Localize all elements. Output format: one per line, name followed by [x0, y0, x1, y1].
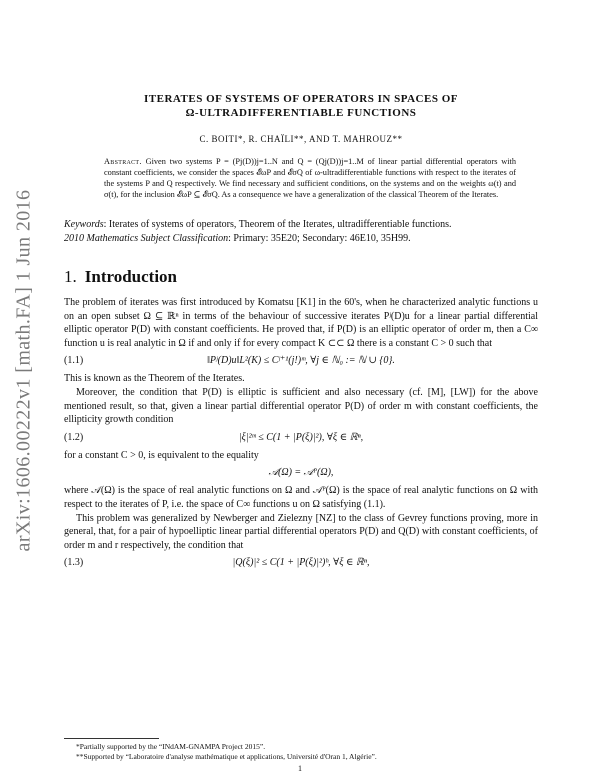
section-number: 1.: [64, 267, 77, 286]
keywords-text: : Iterates of systems of operators, Theorem of the Iterates, ultradifferentiable functions.: [103, 219, 452, 230]
equation-label: (1.3): [64, 557, 84, 569]
footnote-rule: [64, 738, 159, 739]
arxiv-identifier: arXiv:1606.00222v1 [math.FA] 1 Jun 2016: [12, 189, 35, 551]
paragraph-3: Moreover, the condition that P(D) is elliptic is sufficient and also necessary (cf. [M], [LW]) for the above mentioned result, so that, given a linear partial differential operator P(D) of order m with constant coefficients, the ellipticity growth condition: [64, 386, 538, 426]
equation-label: (1.1): [64, 355, 84, 367]
paper-title: [64, 92, 538, 120]
msc-label: 2010 Mathematics Subject Classification: [64, 232, 229, 244]
section-heading: [64, 267, 538, 287]
equation-analytic-equality: 𝒜(Ω) = 𝒜ᴾ(Ω),: [268, 467, 334, 479]
title-line-2: Ω-ULTRADIFFERENTIABLE FUNCTIONS: [185, 107, 417, 119]
paragraph-5: where 𝒜(Ω) is the space of real analytic functions on Ω and 𝒜ᴾ(Ω) is the space of real analytic functions on Ω with respect to the iterates of P, i.e. the space of C∞ functions u on Ω satisfying (1.1).: [64, 485, 538, 510]
paragraph-2: This is known as the Theorem of the Iterates.: [64, 373, 245, 385]
section-title: Introduction: [84, 267, 178, 286]
keywords: [64, 218, 538, 232]
footnote-2: **Supported by “Laboratoire d'analyse mathématique et applications, Université d'Oran 1, Algérie”.: [76, 752, 377, 761]
msc-text: : Primary: 35E20; Secondary: 46E10, 35H99.: [228, 232, 411, 244]
footnote-1: *Partially supported by the “INdAM-GNAMPA Project 2015”.: [76, 742, 266, 751]
equation-1-1: [64, 350, 538, 372]
arxiv-stamp: [4, 150, 44, 590]
paper-page: [64, 92, 538, 574]
equation-formula: |ξ|²ᵐ ≤ C(1 + |P(ξ)|²), ∀ξ ∈ ℝⁿ,: [238, 431, 364, 443]
equation-formula: ‖Pʲ(D)u‖L²(K) ≤ Cʲ⁺¹(j!)ᵐ, ∀j ∈ ℕ₀ := ℕ ∪ {0}.: [207, 355, 395, 367]
equation-1-2: [64, 427, 538, 449]
msc-classification: [64, 232, 538, 246]
abstract-label: Abstract.: [104, 157, 142, 166]
paragraph-6: This problem was generalized by Newberger and Zielezny [NZ] to the class of Gevrey functions proving, more in general, that, for a pair of hypoelliptic linear partial differential operators P(D) and Q(D) with constant coefficients, of order m and r respectively, the condition that: [64, 512, 538, 551]
equation-label: (1.2): [64, 431, 84, 443]
page-number: 1: [298, 764, 302, 773]
equation-formula: |Q(ξ)|² ≤ C(1 + |P(ξ)|²)ʰ, ∀ξ ∈ ℝⁿ,: [232, 557, 370, 569]
paragraph-4: for a constant C > 0, is equivalent to the equality: [64, 449, 259, 461]
authors: C. BOITI*, R. CHAÏLI**, AND T. MAHROUZ**: [199, 134, 403, 144]
abstract-text: Given two systems P = (Pj(D))j=1..N and Q = (Qj(D))j=1..M of linear partial differential operators with constant coefficients, we consider the spaces 𝓔ωP and 𝓔σQ of ω-ultradifferentiable functions with respect to the iterates of the systems P and Q respectively. We find necessary and sufficient conditions, on the systems and on the weights ω(t) and σ(t), for the inclusion 𝓔ωP ⊆ 𝓔σQ. As a consequence we have a generalization of the classical Theorem of the Iterates.: [104, 157, 517, 199]
paragraph-1: The problem of iterates was first introduced by Komatsu [K1] in the 60's, when he characterized analytic functions u on an open subset Ω ⊆ ℝⁿ in terms of the behaviour of successive iterates Pʲ(D)u for a linear partial differential elliptic operator P(D) with constant coefficients. He proved that, if P(D) is an elliptic operator of order m, then a C∞ function u is real analytic in Ω if and only if for every compact K ⊂⊂ Ω there is a constant C > 0 such that: [64, 297, 538, 349]
abstract: [104, 156, 516, 200]
title-line-1: ITERATES OF SYSTEMS OF OPERATORS IN SPACES OF: [144, 93, 458, 105]
footnotes: [64, 738, 538, 762]
keywords-label: Keywords: [64, 219, 104, 230]
equation-1-3: [64, 552, 538, 574]
